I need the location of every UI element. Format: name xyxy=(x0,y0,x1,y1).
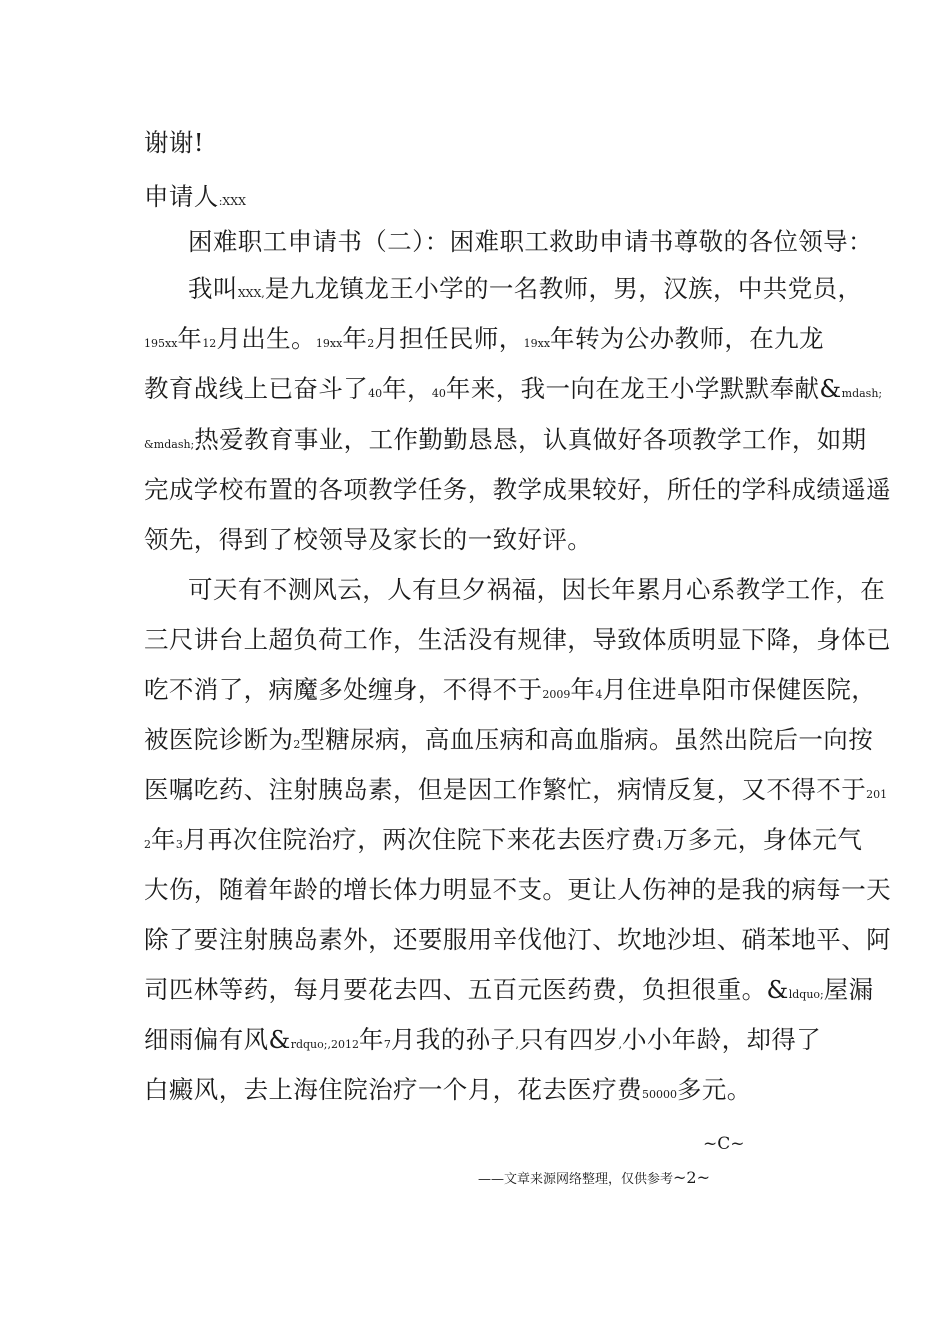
text: 除了要注射胰岛素外，还要服用辛伐他汀、坎地沙坦、硝苯地平、阿 xyxy=(144,925,891,954)
p2-line-2 xyxy=(144,623,891,657)
footer-text: ——文章来源网络整理，仅供参考 xyxy=(478,1172,674,1187)
applicant-value: :XXX xyxy=(218,195,246,208)
applicant-line xyxy=(144,180,246,219)
p2-line-1 xyxy=(188,573,885,607)
text: 可天有不测风云，人有旦夕祸福，因长年累月心系教学工作，在 xyxy=(188,575,886,604)
text: 月出生。 xyxy=(216,324,316,353)
p1-line-2 xyxy=(144,322,824,361)
text: 19xx xyxy=(315,337,343,350)
p2-line-11 xyxy=(144,1073,752,1112)
text: 1 xyxy=(656,838,664,851)
text: 19xx xyxy=(523,337,551,350)
thanks-text: 谢谢! xyxy=(144,128,205,157)
text: 12 xyxy=(202,337,217,350)
text: 年 xyxy=(342,324,368,353)
footer xyxy=(478,1168,710,1187)
thanks-line xyxy=(144,126,204,160)
text: 大伤，随着年龄的增长体力明显不支。更让人伤神的是我的病每一天 xyxy=(144,875,891,904)
text: 月担任民师， xyxy=(374,324,524,353)
text: 万多元，身体元气 xyxy=(663,825,863,854)
p2-line-4 xyxy=(144,723,873,762)
text: XXX, xyxy=(237,287,265,300)
text: 4 xyxy=(595,688,603,701)
text: 细雨偏有风& xyxy=(144,1025,291,1054)
text: 年转为公办教师，在九龙 xyxy=(550,324,824,353)
text: 多元。 xyxy=(677,1075,752,1104)
text: 40 xyxy=(368,387,383,400)
p2-line-5 xyxy=(144,773,887,812)
text: 小小年龄，却得了 xyxy=(622,1025,822,1054)
text: 年， xyxy=(382,374,432,403)
p1-line-5 xyxy=(144,473,891,507)
text: 吃不消了，病魔多处缠身，不得不于 xyxy=(144,675,543,704)
applicant-label: 申请人 xyxy=(144,182,219,211)
text: 201 xyxy=(866,788,888,801)
p2-line-6 xyxy=(144,823,862,862)
text: 领先，得到了校领导及家长的一致好评。 xyxy=(144,525,593,554)
text: 完成学校布置的各项教学任务，教学成果较好，所任的学科成绩遥遥 xyxy=(144,475,891,504)
text: mdash; xyxy=(841,387,883,400)
text: 我叫 xyxy=(188,274,238,303)
text: 型糖尿病，高血压病和高血脂病。虽然出院后一向按 xyxy=(300,725,874,754)
text: 月再次住院治疗，两次住院下来花去医疗费 xyxy=(182,825,657,854)
text: 白癜风，去上海住院治疗一个月，花去医疗费 xyxy=(144,1075,642,1104)
text: , xyxy=(515,1038,519,1051)
text: 被医院诊断为 xyxy=(144,725,294,754)
p2-line-10 xyxy=(144,1023,821,1062)
text: 年 xyxy=(570,675,596,704)
p1-line-3 xyxy=(144,372,882,411)
p2-line-3 xyxy=(144,673,876,712)
text: 2012 xyxy=(330,1038,359,1051)
text: 2 xyxy=(367,337,375,350)
text: ldquo; xyxy=(788,988,824,1001)
p1-line-4 xyxy=(144,423,867,462)
text: 月住进阜阳市保健医院， xyxy=(602,675,877,704)
text: 三尺讲台上超负荷工作，生活没有规律，导致体质明显下降，身体已 xyxy=(144,625,891,654)
text: 年 xyxy=(177,324,203,353)
text: 50000 xyxy=(642,1088,677,1101)
p2-line-8 xyxy=(144,923,891,957)
text: 教育战线上已奋斗了 xyxy=(144,374,369,403)
document-heading: 困难职工申请书（二）：困难职工救助申请书尊敬的各位领导： xyxy=(188,227,873,256)
p2-line-7 xyxy=(144,873,891,907)
text: 2009 xyxy=(542,688,571,701)
text: 只有四岁 xyxy=(518,1025,619,1054)
text: 年 xyxy=(358,1025,384,1054)
text: 195xx xyxy=(144,337,178,350)
footer-page-number: ~2~ xyxy=(673,1168,711,1187)
text: 年 xyxy=(151,825,176,854)
text: 热爱教育事业，工作勤勤恳恳，认真做好各项教学工作，如期 xyxy=(194,425,867,454)
p2-line-9 xyxy=(144,973,874,1012)
text: 40 xyxy=(431,387,446,400)
text: rdquo;, xyxy=(290,1038,331,1051)
p1-line-1 xyxy=(188,272,862,311)
p1-line-6 xyxy=(144,523,592,557)
text: 月我的孙子 xyxy=(390,1025,516,1054)
text: 司匹林等药，每月要花去四、五百元医药费，负担很重。& xyxy=(144,975,789,1004)
text: 是九龙镇龙王小学的一名教师，男，汉族，中共党员， xyxy=(264,274,863,303)
text: &mdash; xyxy=(144,438,195,451)
text: , xyxy=(618,1038,622,1051)
text: 3 xyxy=(175,838,183,851)
heading-line xyxy=(188,225,873,259)
text: 7 xyxy=(383,1038,391,1051)
text: 年来，我一向在龙王小学默默奉献& xyxy=(445,374,842,403)
page-mark: ~C~ xyxy=(703,1134,745,1154)
text: 屋漏 xyxy=(823,975,874,1004)
text: 2 xyxy=(144,838,151,851)
text: 2 xyxy=(293,738,301,751)
text: 医嘱吃药、注射胰岛素，但是因工作繁忙，病情反复，又不得不于 xyxy=(144,775,867,804)
